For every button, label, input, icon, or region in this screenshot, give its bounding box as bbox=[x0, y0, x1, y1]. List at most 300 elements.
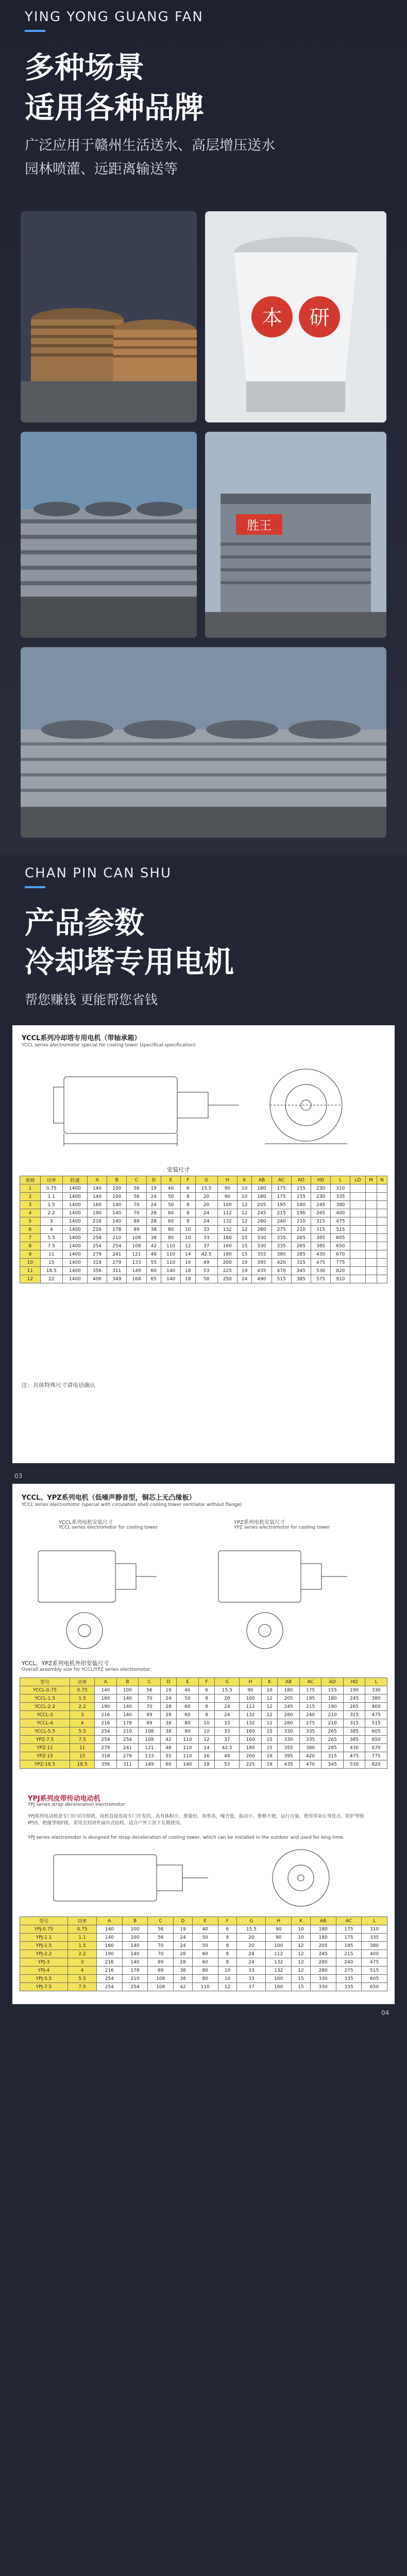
table-cell bbox=[350, 1242, 365, 1250]
table-row bbox=[20, 1934, 387, 1942]
table-cell: 70 bbox=[148, 1950, 174, 1958]
table-cell bbox=[377, 1201, 387, 1209]
table-cell: 910 bbox=[331, 1275, 350, 1283]
table-cell: 775 bbox=[365, 1752, 387, 1760]
table-cell: 8 bbox=[181, 1209, 195, 1217]
table-cell: 160 bbox=[95, 1694, 117, 1703]
table-cell: 28 bbox=[160, 1703, 177, 1711]
table-header-cell: AB bbox=[310, 1917, 336, 1925]
table-cell: 240 bbox=[299, 1711, 321, 1719]
table-cell: 395 bbox=[278, 1752, 300, 1760]
table-cell: 310 bbox=[362, 1925, 387, 1934]
table-cell: 515 bbox=[272, 1275, 291, 1283]
table-cell: 355 bbox=[252, 1250, 272, 1259]
table-cell: 12 bbox=[292, 1942, 311, 1950]
table-cell: 1400 bbox=[62, 1184, 87, 1193]
table-cell: 56 bbox=[148, 1925, 174, 1934]
table-cell: 330 bbox=[310, 1983, 336, 1991]
table-cell: 24 bbox=[174, 1942, 193, 1950]
table-row bbox=[20, 1983, 387, 1991]
table-cell: 24 bbox=[215, 1711, 240, 1719]
table-cell: 5.5 bbox=[68, 1975, 97, 1983]
table-cell: 155 bbox=[321, 1686, 344, 1694]
table-cell bbox=[377, 1275, 387, 1283]
table-cell: 38 bbox=[160, 1719, 177, 1727]
table-cell: 110 bbox=[161, 1250, 180, 1259]
table-cell: YPJ-1.5 bbox=[20, 1942, 68, 1950]
page-number-top: 03 bbox=[14, 1472, 23, 1480]
table-cell: YPJ-4 bbox=[20, 1967, 68, 1975]
table-cell: 7.5 bbox=[70, 1736, 95, 1744]
table-cell: 2.2 bbox=[68, 1950, 97, 1958]
table-cell: 254 bbox=[95, 1736, 117, 1744]
table-cell: 420 bbox=[299, 1752, 321, 1760]
params-title-2: 冷却塔专用电机 bbox=[25, 944, 234, 979]
sheet2-table-title: YCCL、YPZ系列电机外形安装尺寸 bbox=[22, 1660, 109, 1667]
table-row bbox=[20, 1752, 387, 1760]
table-cell: 210 bbox=[291, 1217, 311, 1226]
table-cell: 28 bbox=[174, 1950, 193, 1958]
table-cell: 149 bbox=[127, 1267, 146, 1275]
table-cell: 19 bbox=[237, 1259, 251, 1267]
table-cell: 140 bbox=[116, 1694, 139, 1703]
table-cell: 8 bbox=[181, 1193, 195, 1201]
table-cell: 1.1 bbox=[40, 1193, 62, 1201]
table-cell: 175 bbox=[336, 1925, 362, 1934]
table-cell: 37 bbox=[195, 1242, 217, 1250]
table-cell: 108 bbox=[139, 1736, 161, 1744]
table-header-cell: C bbox=[139, 1678, 161, 1686]
table-cell: 216 bbox=[95, 1711, 117, 1719]
table-cell: 178 bbox=[107, 1226, 127, 1234]
table-cell: 330 bbox=[278, 1727, 300, 1736]
table-cell: 0.75 bbox=[68, 1925, 97, 1934]
tower-photo-5 bbox=[21, 647, 386, 838]
table-cell bbox=[365, 1209, 377, 1217]
tower-logo-char-2: 研 bbox=[309, 306, 330, 330]
table-cell: 15 bbox=[292, 1983, 311, 1991]
table-header-cell: 功率 bbox=[40, 1176, 62, 1184]
table-cell: 140 bbox=[116, 1703, 139, 1711]
table-cell: 12 bbox=[181, 1242, 195, 1250]
table-header-cell: AC bbox=[272, 1176, 291, 1184]
sheet3-desc: YPJ系列电动机是专门针对冷却塔，风机直接连接专门开发的，具有体积小，重量轻，效率高，噪音低，振动小，维修方便，运行可靠，使用寿命长等优点。防护等级IP55，绝缘等级F级，采用全封闭外扇冷式结构，适合户外工况下长期使用。 bbox=[28, 1814, 364, 1826]
table-cell: 530 bbox=[343, 1760, 365, 1769]
table-cell: 12 bbox=[292, 1950, 311, 1958]
table-cell: 380 bbox=[331, 1201, 350, 1209]
table-cell: YPJ-7.5 bbox=[20, 1983, 68, 1991]
table-cell: 10 bbox=[237, 1193, 251, 1201]
table-cell: 33 bbox=[195, 1226, 217, 1234]
table-cell bbox=[350, 1226, 365, 1234]
table-cell: 20 bbox=[237, 1942, 266, 1950]
table-header-cell: 型号 bbox=[20, 1917, 68, 1925]
table-header-cell: M bbox=[365, 1176, 377, 1184]
table-row bbox=[20, 1259, 387, 1267]
table-cell: 89 bbox=[127, 1226, 146, 1234]
table-cell: 1.5 bbox=[68, 1942, 97, 1950]
tower-photo-2 bbox=[205, 211, 386, 422]
table-cell: YPZ-15 bbox=[20, 1752, 70, 1760]
table-cell: 16 bbox=[181, 1259, 195, 1267]
table-cell: 1400 bbox=[62, 1242, 87, 1250]
table-cell: 70 bbox=[127, 1209, 146, 1217]
table-cell: 24 bbox=[237, 1275, 251, 1283]
table-cell: 280 bbox=[278, 1719, 300, 1727]
table-cell: 315 bbox=[343, 1711, 365, 1719]
table-cell: 28 bbox=[174, 1958, 193, 1967]
table-cell: 318 bbox=[87, 1259, 107, 1267]
table-cell bbox=[377, 1193, 387, 1201]
table-cell: 245 bbox=[311, 1201, 330, 1209]
table-cell: 108 bbox=[127, 1242, 146, 1250]
table-header-cell: AB bbox=[252, 1176, 272, 1184]
table-cell: 100 bbox=[116, 1686, 139, 1694]
table-cell: 205 bbox=[252, 1201, 272, 1209]
table-header-cell: G bbox=[237, 1917, 266, 1925]
table-header-row bbox=[20, 1917, 387, 1925]
table-cell: 20 bbox=[237, 1934, 266, 1942]
table-cell: 160 bbox=[87, 1201, 107, 1209]
table-cell: 315 bbox=[291, 1259, 311, 1267]
motor-drawing-ypj bbox=[43, 1844, 363, 1911]
table-cell: 385 bbox=[311, 1234, 330, 1242]
table-cell: 279 bbox=[116, 1752, 139, 1760]
table-cell: 4 bbox=[68, 1967, 97, 1975]
params-pinyin: CHAN PIN CAN SHU bbox=[25, 866, 172, 881]
table-cell: 7.5 bbox=[40, 1242, 62, 1250]
table-row bbox=[20, 1275, 387, 1283]
table-cell: 60 bbox=[192, 1950, 218, 1958]
table-header-cell: L bbox=[331, 1176, 350, 1184]
table-cell: 385 bbox=[291, 1275, 311, 1283]
table-row bbox=[20, 1760, 387, 1769]
table-cell: YPZ-7.5 bbox=[20, 1736, 70, 1744]
table-cell bbox=[377, 1217, 387, 1226]
table-cell: 48 bbox=[160, 1744, 177, 1752]
table-cell: 6 bbox=[218, 1925, 237, 1934]
table-cell: 265 bbox=[291, 1242, 311, 1250]
tower-photo-4 bbox=[205, 432, 386, 638]
table-cell: 1400 bbox=[62, 1250, 87, 1259]
table-cell: 108 bbox=[148, 1975, 174, 1983]
table-cell bbox=[350, 1217, 365, 1226]
table-cell: 400 bbox=[362, 1950, 387, 1958]
table-cell: 311 bbox=[116, 1760, 139, 1769]
table-cell: 40 bbox=[161, 1184, 180, 1193]
table-cell: 318 bbox=[95, 1752, 117, 1760]
table-cell: 42 bbox=[160, 1736, 177, 1744]
table-cell: 12 bbox=[237, 1209, 251, 1217]
table-row bbox=[20, 1958, 387, 1967]
table-cell: 10 bbox=[181, 1226, 195, 1234]
table-header-cell: 转速 bbox=[62, 1176, 87, 1184]
table-cell: 60 bbox=[160, 1760, 177, 1769]
table-cell: 12 bbox=[261, 1711, 278, 1719]
table-cell: 175 bbox=[299, 1686, 321, 1694]
table-cell: 42 bbox=[174, 1983, 193, 1991]
table-cell: 50 bbox=[177, 1694, 199, 1703]
table-cell: 349 bbox=[107, 1275, 127, 1283]
table-cell: 60 bbox=[161, 1217, 180, 1226]
spec-sheet-ypz bbox=[12, 1484, 395, 2004]
table-row bbox=[20, 1694, 387, 1703]
table-cell: 470 bbox=[299, 1760, 321, 1769]
table-header-cell: B bbox=[116, 1678, 139, 1686]
table-cell: 11 bbox=[40, 1250, 62, 1259]
table-cell: 40 bbox=[177, 1686, 199, 1694]
table-cell: 180 bbox=[252, 1193, 272, 1201]
table-cell: 70 bbox=[148, 1942, 174, 1950]
table-cell: 265 bbox=[291, 1234, 311, 1242]
table-cell: YCCL-0.75 bbox=[20, 1686, 70, 1694]
table-row bbox=[20, 1942, 387, 1950]
table-cell: 10 bbox=[292, 1925, 311, 1934]
table-row bbox=[20, 1242, 387, 1250]
table-cell: 49 bbox=[215, 1752, 240, 1760]
table-cell: 245 bbox=[278, 1703, 300, 1711]
table-row bbox=[20, 1975, 387, 1983]
table-cell: 285 bbox=[321, 1744, 344, 1752]
table-cell: 33 bbox=[215, 1719, 240, 1727]
table-cell: 8 bbox=[181, 1201, 195, 1209]
table-cell: 265 bbox=[343, 1703, 365, 1711]
table-cell: 395 bbox=[252, 1259, 272, 1267]
table-cell: 90 bbox=[266, 1934, 292, 1942]
table-header-cell: C bbox=[148, 1917, 174, 1925]
table-cell: 132 bbox=[217, 1226, 237, 1234]
table-cell: 195 bbox=[272, 1201, 291, 1209]
table-cell: 112 bbox=[217, 1209, 237, 1217]
table-header-cell: D bbox=[174, 1917, 193, 1925]
table-cell: 650 bbox=[331, 1242, 350, 1250]
table-header-cell: D bbox=[160, 1678, 177, 1686]
table-cell: 285 bbox=[291, 1250, 311, 1259]
table-cell: 210 bbox=[107, 1234, 127, 1242]
table-cell: 38 bbox=[160, 1727, 177, 1736]
table-cell: 200 bbox=[240, 1752, 262, 1760]
table-cell: 160 bbox=[240, 1727, 262, 1736]
table-cell: 254 bbox=[97, 1975, 123, 1983]
table-header-cell: AD bbox=[291, 1176, 311, 1184]
table-cell: 2.2 bbox=[70, 1703, 95, 1711]
table-cell: 80 bbox=[161, 1226, 180, 1234]
table-cell: 240 bbox=[336, 1958, 362, 1967]
table-cell: 254 bbox=[122, 1983, 148, 1991]
table-cell: 12 bbox=[237, 1226, 251, 1234]
table-cell: 89 bbox=[139, 1711, 161, 1719]
table-cell: 89 bbox=[148, 1967, 174, 1975]
table-cell: 215 bbox=[336, 1950, 362, 1958]
table-cell: 15 bbox=[237, 1250, 251, 1259]
table-cell: 225 bbox=[240, 1760, 262, 1769]
table-cell: 11 bbox=[20, 1267, 41, 1275]
table-cell: 108 bbox=[148, 1983, 174, 1991]
table-cell: 6 bbox=[181, 1184, 195, 1193]
table-cell: 1400 bbox=[62, 1267, 87, 1275]
table-cell: 475 bbox=[311, 1259, 330, 1267]
table-cell: 12 bbox=[261, 1694, 278, 1703]
table-cell: 50 bbox=[161, 1201, 180, 1209]
table-header-cell: D bbox=[146, 1176, 161, 1184]
table-cell: 3 bbox=[70, 1711, 95, 1719]
table-header-row bbox=[20, 1678, 387, 1686]
table-cell: 140 bbox=[161, 1267, 180, 1275]
table-cell: 24 bbox=[146, 1201, 161, 1209]
table-cell: 335 bbox=[362, 1934, 387, 1942]
table-cell: 400 bbox=[331, 1209, 350, 1217]
table-cell: 216 bbox=[87, 1217, 107, 1226]
table-cell: 38 bbox=[146, 1226, 161, 1234]
table-cell: 4 bbox=[70, 1719, 95, 1727]
table-cell: 241 bbox=[107, 1250, 127, 1259]
table-cell: 60 bbox=[177, 1703, 199, 1711]
params-lower-spacer bbox=[0, 2025, 407, 2576]
table-cell: 8 bbox=[218, 1942, 237, 1950]
table-cell bbox=[377, 1209, 387, 1217]
table-cell: 15 bbox=[261, 1744, 278, 1752]
table-header-cell: LD bbox=[350, 1176, 365, 1184]
table-cell: 8 bbox=[198, 1703, 215, 1711]
sheet1-note: 注：具体特殊尺寸请电话确认 bbox=[22, 1382, 95, 1388]
table-cell: 38 bbox=[174, 1975, 193, 1983]
table-cell: 65 bbox=[146, 1275, 161, 1283]
tower-sign-text: 胜王 bbox=[247, 518, 272, 533]
table-cell: 10 bbox=[218, 1975, 237, 1983]
table-cell: 149 bbox=[139, 1760, 161, 1769]
params-title-1: 产品参数 bbox=[25, 905, 145, 940]
table-cell: 280 bbox=[310, 1967, 336, 1975]
table-cell: 24 bbox=[237, 1958, 266, 1967]
table-cell: 216 bbox=[97, 1958, 123, 1967]
table-header-cell: F bbox=[198, 1678, 215, 1686]
table-cell: 18.5 bbox=[40, 1267, 62, 1275]
table-cell: 8 bbox=[198, 1694, 215, 1703]
spec-table-ypj bbox=[20, 1917, 387, 1991]
table-cell: 10 bbox=[198, 1719, 215, 1727]
table-header-cell: G bbox=[195, 1176, 217, 1184]
scenes-pinyin: YING YONG GUANG FAN bbox=[25, 9, 204, 25]
table-cell: 53 bbox=[195, 1267, 217, 1275]
table-cell: 28 bbox=[146, 1217, 161, 1226]
table-cell: 18 bbox=[181, 1275, 195, 1283]
table-cell: 80 bbox=[161, 1234, 180, 1242]
table-cell: 4 bbox=[40, 1226, 62, 1234]
table-cell: 100 bbox=[107, 1193, 127, 1201]
table-cell: 110 bbox=[177, 1736, 199, 1744]
table-cell: 2 bbox=[20, 1193, 41, 1201]
sheet2-table-title-en: Overall assembly size for YCCL/YPZ series electromotor bbox=[22, 1667, 150, 1672]
table-header-cell: G bbox=[215, 1678, 240, 1686]
table-cell: 12 bbox=[237, 1217, 251, 1226]
table-cell: 168 bbox=[127, 1275, 146, 1283]
table-cell: 15 bbox=[40, 1259, 62, 1267]
table-cell: 89 bbox=[148, 1958, 174, 1967]
table-cell: 330 bbox=[310, 1975, 336, 1983]
table-cell: 335 bbox=[299, 1727, 321, 1736]
table-header-cell: C bbox=[127, 1176, 146, 1184]
table-cell: YPJ-3 bbox=[20, 1958, 68, 1967]
table-cell: 50 bbox=[161, 1193, 180, 1201]
table-cell: 315 bbox=[311, 1217, 330, 1226]
table-cell: 385 bbox=[343, 1727, 365, 1736]
table-row bbox=[20, 1736, 387, 1744]
table-cell: 15 bbox=[70, 1752, 95, 1760]
table-cell: 605 bbox=[331, 1234, 350, 1242]
table-cell: 28 bbox=[160, 1711, 177, 1719]
sheet2-left-caption: YCCL系列电机安装尺寸 bbox=[59, 1520, 113, 1526]
table-cell: 24 bbox=[174, 1934, 193, 1942]
table-cell: 335 bbox=[299, 1736, 321, 1744]
table-cell: 140 bbox=[97, 1934, 123, 1942]
table-cell: 254 bbox=[87, 1234, 107, 1242]
table-cell: 19 bbox=[237, 1267, 251, 1275]
table-header-cell: H bbox=[217, 1176, 237, 1184]
table-cell bbox=[377, 1259, 387, 1267]
table-cell: 245 bbox=[252, 1209, 272, 1217]
table-cell: 345 bbox=[291, 1267, 311, 1275]
table-cell: 210 bbox=[321, 1719, 344, 1727]
table-cell: 175 bbox=[336, 1934, 362, 1942]
table-header-cell: F bbox=[181, 1176, 195, 1184]
table-cell: 19 bbox=[160, 1686, 177, 1694]
table-cell: 190 bbox=[87, 1209, 107, 1217]
table-cell: 475 bbox=[343, 1752, 365, 1760]
table-cell: 121 bbox=[139, 1744, 161, 1752]
table-cell: 10 bbox=[20, 1259, 41, 1267]
sheet1-table-caption: 安装尺寸 bbox=[167, 1166, 190, 1173]
table-cell: 241 bbox=[116, 1744, 139, 1752]
table-cell: 121 bbox=[127, 1250, 146, 1259]
table-header-cell: E bbox=[177, 1678, 199, 1686]
table-cell: 356 bbox=[95, 1760, 117, 1769]
table-header-cell: 功率 bbox=[68, 1917, 97, 1925]
table-cell: 90 bbox=[217, 1193, 237, 1201]
table-cell: 48 bbox=[146, 1250, 161, 1259]
table-cell: 100 bbox=[240, 1694, 262, 1703]
table-cell: 275 bbox=[272, 1226, 291, 1234]
table-cell: 55 bbox=[160, 1752, 177, 1760]
table-cell: 475 bbox=[331, 1217, 350, 1226]
table-cell bbox=[365, 1234, 377, 1242]
table-cell: YPJ-1.1 bbox=[20, 1934, 68, 1942]
table-cell: 280 bbox=[278, 1711, 300, 1719]
table-cell: 56 bbox=[127, 1184, 146, 1193]
spec-table-yccl bbox=[20, 1176, 387, 1283]
table-cell: 15.5 bbox=[195, 1184, 217, 1193]
table-cell: 11 bbox=[70, 1744, 95, 1752]
table-cell: 28 bbox=[146, 1209, 161, 1217]
table-cell: 1.1 bbox=[68, 1934, 97, 1942]
table-header-cell: E bbox=[161, 1176, 180, 1184]
table-header-cell: K bbox=[292, 1917, 311, 1925]
table-row bbox=[20, 1234, 387, 1242]
table-cell: 335 bbox=[331, 1193, 350, 1201]
table-cell: 4 bbox=[20, 1209, 41, 1217]
table-cell: 475 bbox=[362, 1958, 387, 1967]
table-header-cell: 型号 bbox=[20, 1678, 70, 1686]
table-cell: 330 bbox=[252, 1242, 272, 1250]
table-cell: 775 bbox=[331, 1259, 350, 1267]
table-cell: 60 bbox=[161, 1209, 180, 1217]
table-cell: 190 bbox=[343, 1686, 365, 1694]
table-cell: 420 bbox=[272, 1259, 291, 1267]
table-cell: 380 bbox=[362, 1942, 387, 1950]
table-cell: 0.75 bbox=[70, 1686, 95, 1694]
table-cell: YPZ-18.5 bbox=[20, 1760, 70, 1769]
table-cell: 132 bbox=[217, 1217, 237, 1226]
table-cell: 70 bbox=[127, 1201, 146, 1209]
